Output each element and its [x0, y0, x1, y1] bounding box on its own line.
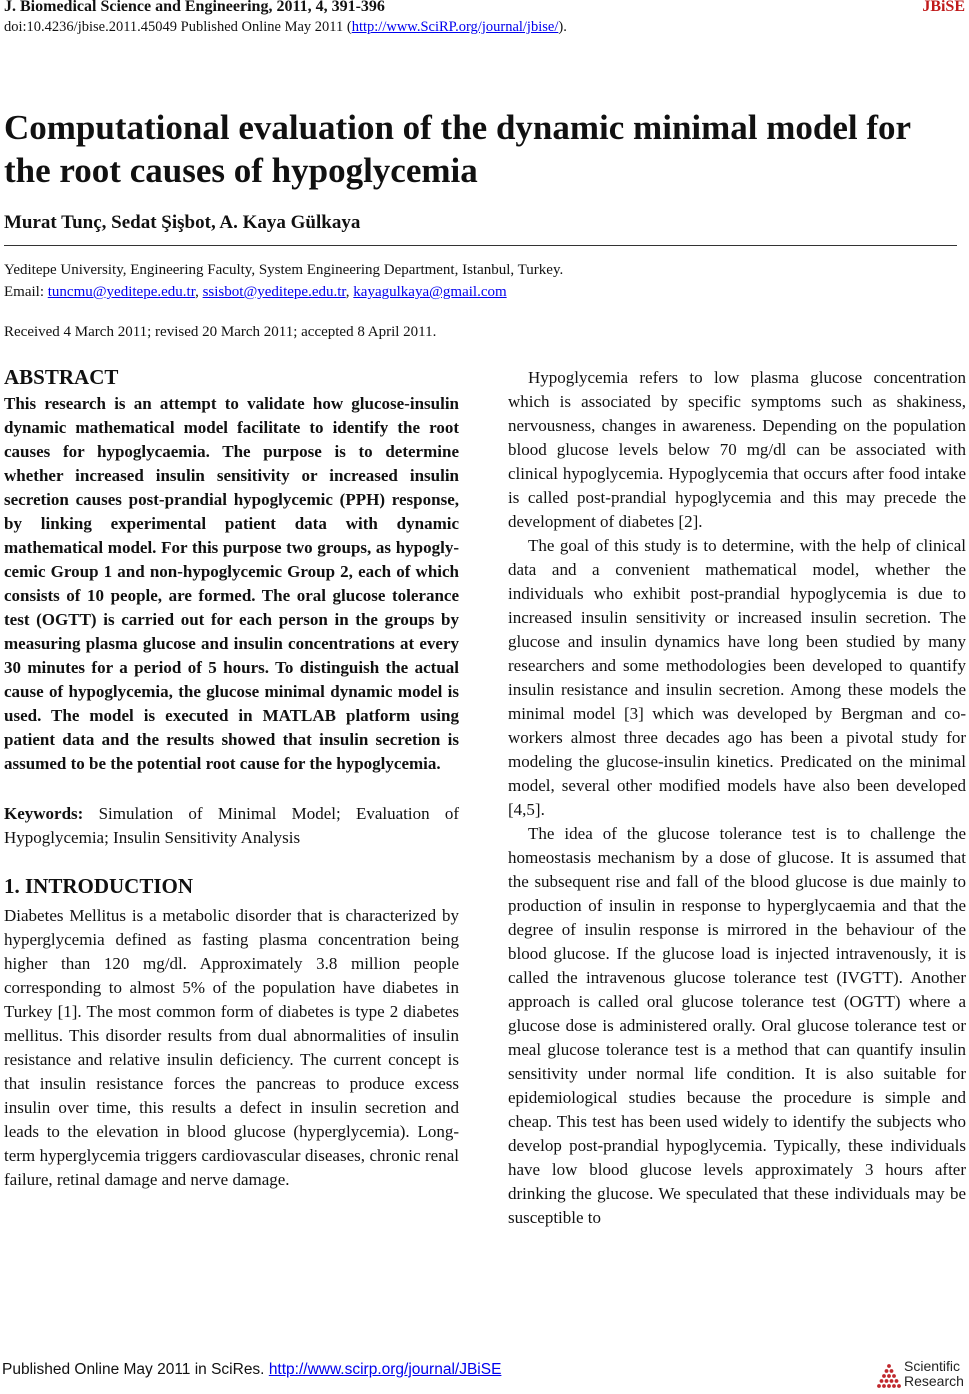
keywords-text: Simulation of Minimal Model; Evaluation of Hypoglycemia; Insulin Sensitivity Analysis	[4, 804, 459, 847]
doi-text: doi:10.4236/jbise.2011.45049 Published Online May 2011 (	[4, 19, 352, 35]
journal-url-link[interactable]: http://www.SciRP.org/journal/jbise/	[351, 19, 559, 35]
intro-paragraph-1: Diabetes Mellitus is a metabolic disorder that is characterized by hyperglycemia defined as fasting plasma concentration being higher than 120 mg/dl. Approximately 3.8 million people corresponding to almost 5% of the population have diabetes in Turkey [1]. The most common form of diabetes is type 2 diabetes mellitus. This disorder results from dual abnormalities of insulin resistance and relative insulin deficiency. The current concept is that insulin resistance forces the pancreas to produce excess insulin over time, this results a defect in insulin secretion and leads to the elevation in blood glucose (hyperglycemia). Long-term hyperglycemia triggers cardiovascular diseases, chronic renal failure, retinal damage and nerve damage.	[4, 906, 459, 1189]
journal-brand: JBiSE	[922, 0, 965, 15]
journal-citation: J. Biomedical Science and Engineering, 2011, 4, 391-396	[4, 0, 385, 15]
intro-paragraph-4: The idea of the glucose tolerance test is to challenge the homeostasis mechanism by a dose of glucose. It is assumed that the subsequent rise and fall of the blood glucose is due mainly to production of insulin in response to hyperglycaemia and that the degree of insulin response is mirrored in the behaviour of the blood glucose. If the glucose load is injected intravenously, it is called the intravenous glucose tolerance test (IVGTT). Another approach is called oral glucose tolerance test (OGTT) where a glucose dose is administered orally. Oral glucose tolerance test or meal glucose tolerance test is a method that can quantify insulin sensitivity under normal life condition. It is also suitable for epidemiological studies because the procedure is simple and cheap. This test has been used widely to identify the subjects who develop post-prandial hypoglycemia. Typically, these individuals have low blood glucose levels approximately 3 hours after drinking the glucose. We speculated that these individuals may be susceptible to	[508, 824, 966, 1227]
email-line	[4, 284, 507, 301]
publisher-name-line-2: Research	[904, 1373, 964, 1389]
left-column	[4, 365, 459, 1192]
publisher-name-line-1: Scientific	[904, 1358, 961, 1374]
author-list: Murat Tunç, Sedat Şişbot, A. Kaya Gülkaya	[4, 212, 361, 233]
keywords	[4, 802, 459, 850]
doi-suffix: ).	[558, 19, 567, 35]
abstract-heading: ABSTRACT	[4, 365, 119, 389]
email-link-3[interactable]: kayagulkaya@gmail.com	[353, 284, 507, 300]
footer-text: Published Online May 2011 in SciRes.	[2, 1361, 269, 1378]
intro-paragraph-3: The goal of this study is to determine, with the help of clinical data and a convenient mathematical model, whether the individuals who exhibit post-prandial hypoglycemia is due to increased insulin sensitivity or increased insulin secretion. The glucose and insulin dynamics have long been studied by many researchers and some methodologies been developed to quantify insulin resistance and insulin secretion. Among these models the minimal model [3] which was developed by Bergman and co-workers almost three decades ago has been a pivotal study for modeling the glucose-insulin kinetics. Predicated on the minimal model, several other modified models have also been developed [4,5].	[508, 536, 966, 819]
affiliation: Yeditepe University, Engineering Faculty, System Engineering Department, Istanbul, Turkey.	[4, 262, 564, 278]
introduction-heading: 1. INTRODUCTION	[4, 874, 194, 898]
right-column	[508, 366, 966, 1230]
abstract-text: This research is an attempt to validate how glucose-insulin dynamic mathematical model facilitate to identify the root causes for hypoglycaemia. The purpose is to determine whether increased insulin sensitivity or increased insulin secretion causes post-prandial hypoglycemic (PPH) response, by linking experimental patient data with dynamic mathematical model. For this purpose two groups, as hypoglycemic Group 1 and non-hypoglycemic Group 2, each of which consists of 10 people, are formed. The oral glucose tolerance test (OGTT) is carried out for each person in the groups by measuring plasma glucose and insulin concentrations at every 30 minutes for a period of 5 hours. To distinguish the actual cause of hypoglycemia, the glucose minimal dynamic model is used. The model is executed in MATLAB platform using patient data and the results showed that insulin secretion is assumed to be the potential root cause for the hypoglycemia.	[4, 394, 459, 773]
email-separator: ,	[195, 284, 203, 300]
footer-journal-link[interactable]: http://www.scirp.org/journal/JBiSE	[268, 1361, 502, 1378]
intro-paragraph-2: Hypoglycemia refers to low plasma glucose concentration which is associated by specific symptoms such as shakiness, nervousness, changes in awareness. Depending on the population blood glucose levels below 70 mg/dl can be associated with clinical hypoglycemia. Hypoglycemia that occurs after food intake is called post-prandial hypoglycemia and this may precede the development of diabetes [2].	[508, 368, 966, 531]
email-label: Email:	[4, 284, 48, 300]
email-link-2[interactable]: ssisbot@yeditepe.edu.tr	[202, 284, 346, 300]
publisher-name	[904, 1359, 964, 1389]
scientific-research-logo-icon	[876, 1363, 902, 1389]
title-divider	[4, 245, 957, 246]
doi-line	[4, 19, 567, 36]
email-separator: ,	[345, 284, 354, 300]
footer	[2, 1361, 501, 1379]
paper-title: Computational evaluation of the dynamic minimal model for the root causes of hypoglycemia	[4, 108, 911, 190]
keywords-label: Keywords:	[4, 804, 84, 823]
publisher-logo	[876, 1358, 966, 1392]
email-link-1[interactable]: tuncmu@yeditepe.edu.tr	[47, 284, 196, 300]
received-dates: Received 4 March 2011; revised 20 March 2011; accepted 8 April 2011.	[4, 324, 437, 340]
